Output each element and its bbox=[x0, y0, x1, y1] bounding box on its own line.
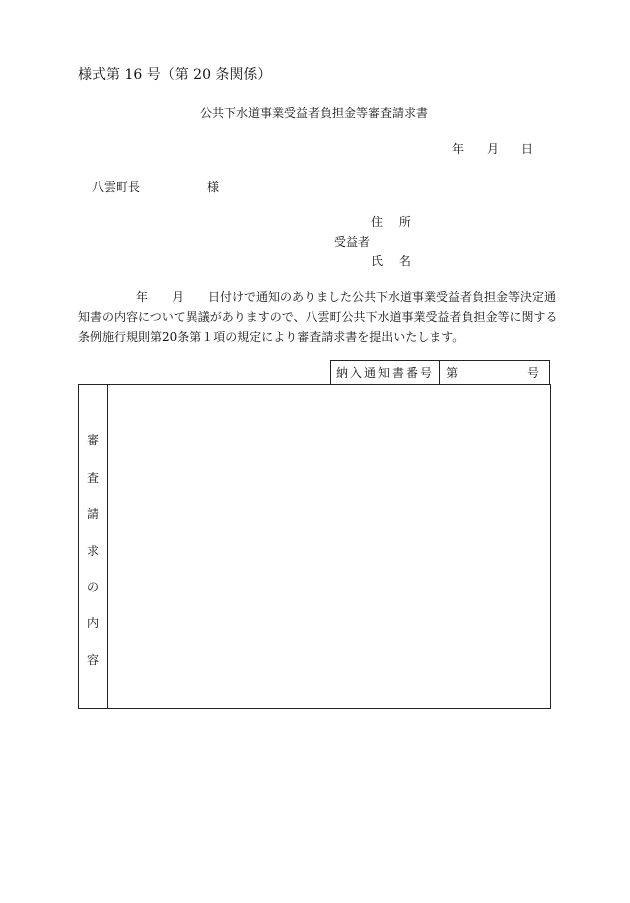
request-content-field[interactable] bbox=[108, 385, 550, 708]
statement-month: 月 bbox=[172, 290, 185, 304]
notice-number-prefix: 第 bbox=[446, 366, 459, 380]
addressee-honorific: 様 bbox=[207, 180, 220, 194]
document-title: 公共下水道事業受益者負担金等審査請求書 bbox=[200, 106, 429, 120]
request-statement bbox=[78, 287, 556, 347]
date-month-label: 月 bbox=[487, 142, 500, 156]
beneficiary-label: 受益者 bbox=[334, 235, 371, 249]
notice-number-suffix: 号 bbox=[526, 366, 539, 380]
label-char: 内 bbox=[86, 616, 99, 630]
label-char: 求 bbox=[86, 544, 99, 558]
statement-line-1-text: 日付けで通知のありました公共下水道事業受益者負担金等決定通 bbox=[208, 290, 557, 304]
notice-number-box bbox=[330, 360, 550, 384]
label-char: 審 bbox=[86, 433, 99, 447]
notice-number-field[interactable] bbox=[440, 361, 549, 384]
request-content-label bbox=[79, 385, 108, 708]
notice-number-label: 納入通知書番号 bbox=[331, 361, 440, 384]
statement-line-3: 条例施行規則第20条第１項の規定により審査請求書を提出いたします。 bbox=[78, 330, 465, 344]
statement-line-1 bbox=[78, 287, 556, 307]
address-label: 住 所 bbox=[371, 215, 417, 229]
statement-year: 年 bbox=[136, 290, 149, 304]
label-char: の bbox=[86, 580, 99, 594]
label-char: 請 bbox=[86, 507, 99, 521]
name-label: 氏 名 bbox=[371, 254, 417, 268]
addressee-name: 八雲町長 bbox=[92, 180, 141, 194]
label-char: 容 bbox=[86, 653, 99, 667]
date-day-label: 日 bbox=[521, 142, 534, 156]
label-char: 査 bbox=[86, 471, 99, 485]
request-content-box bbox=[78, 384, 551, 709]
date-year-label: 年 bbox=[452, 142, 465, 156]
statement-line-2: 知書の内容について異議がありますので、八雲町公共下水道事業受益者負担金等に関する bbox=[78, 310, 558, 324]
form-number-label: 様式第 16 号（第 20 条関係） bbox=[78, 67, 272, 83]
